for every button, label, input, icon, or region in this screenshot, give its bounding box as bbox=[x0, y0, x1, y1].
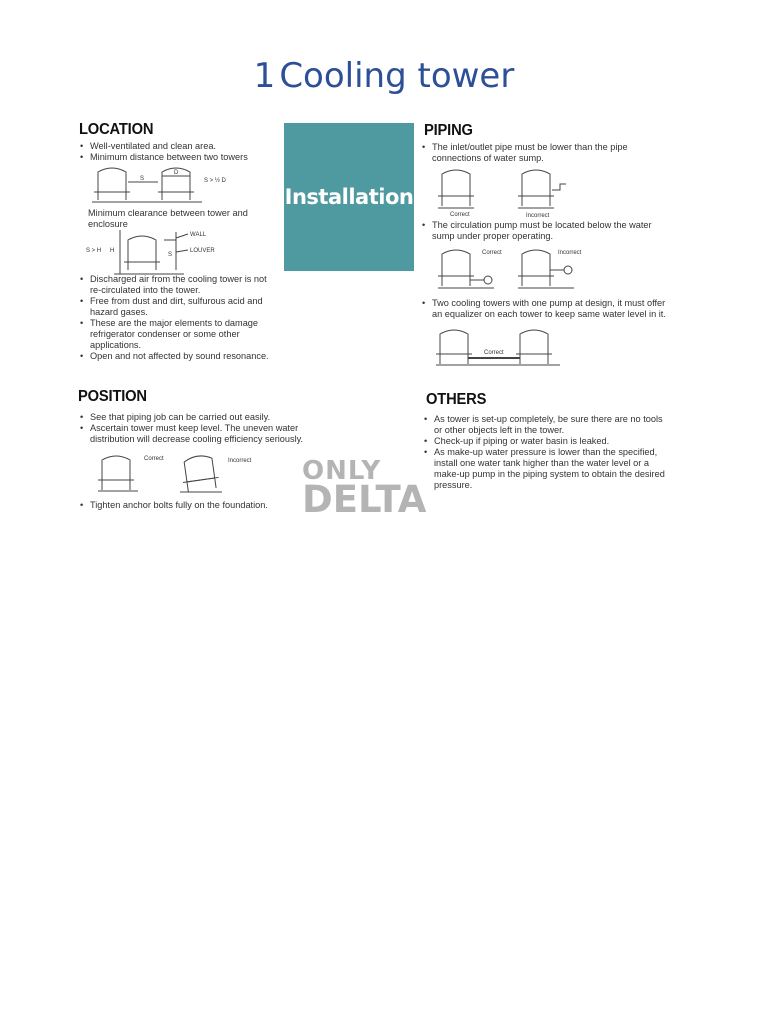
label-louver: LOUVER bbox=[190, 248, 215, 254]
location-bullet: • Free from dust and dirt, sulfurous acid and hazard gases. bbox=[79, 296, 274, 318]
piping-heading: PIPING bbox=[424, 122, 473, 139]
others-heading: OTHERS bbox=[426, 391, 487, 408]
correct-label: Correct bbox=[484, 350, 504, 356]
label-d: D bbox=[174, 170, 179, 176]
piping-bullet: • The circulation pump must be located below the water sump under proper operating. bbox=[421, 220, 673, 242]
piping-equalizer-diagram bbox=[436, 324, 576, 368]
position-bullet: • See that piping job can be carried out easily. bbox=[79, 412, 304, 423]
location-bullet: • Open and not affected by sound resonance. bbox=[79, 351, 274, 362]
incorrect-label: Incorrect bbox=[526, 213, 550, 219]
others-bullet: • Check-up if piping or water basin is leaked. bbox=[423, 436, 673, 447]
location-bullets-bottom bbox=[79, 274, 274, 362]
logo-line2: DELTA bbox=[302, 478, 427, 521]
label-s2: S bbox=[168, 252, 173, 258]
label-h: H bbox=[110, 248, 115, 254]
position-bullet: • Tighten anchor bolts fully on the foundation. bbox=[79, 500, 304, 511]
tower-clearance-diagram bbox=[84, 230, 264, 276]
piping-bullets-2 bbox=[421, 220, 673, 242]
position-last-bullet bbox=[79, 500, 304, 511]
location-bullet: • Discharged air from the cooling tower is not re-circulated into the tower. bbox=[79, 274, 274, 296]
others-bullet: • As tower is set-up completely, be sure there are no tools or other objects left in the tower. bbox=[423, 414, 673, 436]
label-s: S bbox=[140, 176, 145, 182]
piping-pump-diagram bbox=[438, 244, 588, 292]
others-bullet: • As make-up water pressure is lower than the specified, install one water tank higher than the water level or a make-up pump in the piping system to obtain the desired pressure. bbox=[423, 447, 673, 491]
installation-figure bbox=[74, 118, 680, 522]
position-bullet: • Ascertain tower must keep level. The uneven water distribution will decrease cooling efficiency seriously. bbox=[79, 423, 304, 445]
piping-bullet: • Two cooling towers with one pump at design, it must offer an equalizer on each tower to keep same water level in it. bbox=[421, 298, 673, 320]
position-bullets bbox=[79, 412, 304, 445]
page-title bbox=[0, 56, 768, 96]
rule-s-gt-half-d: S > ½ D bbox=[204, 178, 226, 184]
tower-distance-diagram bbox=[92, 162, 272, 206]
rule-s-gt-h: S > H bbox=[86, 248, 102, 254]
installation-banner: Installation bbox=[284, 123, 414, 271]
piping-bullet: • The inlet/outlet pipe must be lower than the pipe connections of water sump. bbox=[421, 142, 631, 164]
location-heading: LOCATION bbox=[79, 121, 154, 138]
location-bullet: • Well-ventilated and clean area. bbox=[79, 141, 279, 152]
location-bullet: • These are the major elements to damage refrigerator condenser or some other applications. bbox=[79, 318, 274, 351]
clearance-caption: Minimum clearance between tower and enclosure bbox=[88, 208, 248, 229]
heading-number: 1 bbox=[253, 56, 276, 96]
location-bullet: • Minimum distance between two towers bbox=[79, 152, 279, 163]
heading-text: Cooling tower bbox=[279, 56, 515, 96]
incorrect-label: Incorrect bbox=[228, 458, 252, 464]
label-wall: WALL bbox=[190, 232, 207, 238]
logo-line1: ONLY bbox=[302, 456, 382, 486]
others-bullets bbox=[423, 414, 673, 491]
tower-level-diagram bbox=[98, 450, 268, 494]
correct-label: Correct bbox=[482, 250, 502, 256]
piping-bullets-1 bbox=[421, 142, 631, 164]
piping-inlet-diagram bbox=[438, 164, 578, 220]
correct-label: Correct bbox=[450, 212, 470, 218]
piping-bullets-3 bbox=[421, 298, 673, 320]
incorrect-label: Incorrect bbox=[558, 250, 582, 256]
position-heading: POSITION bbox=[78, 388, 147, 405]
location-bullets-top bbox=[79, 141, 279, 163]
correct-label: Correct bbox=[144, 456, 164, 462]
only-delta-logo bbox=[302, 456, 427, 521]
